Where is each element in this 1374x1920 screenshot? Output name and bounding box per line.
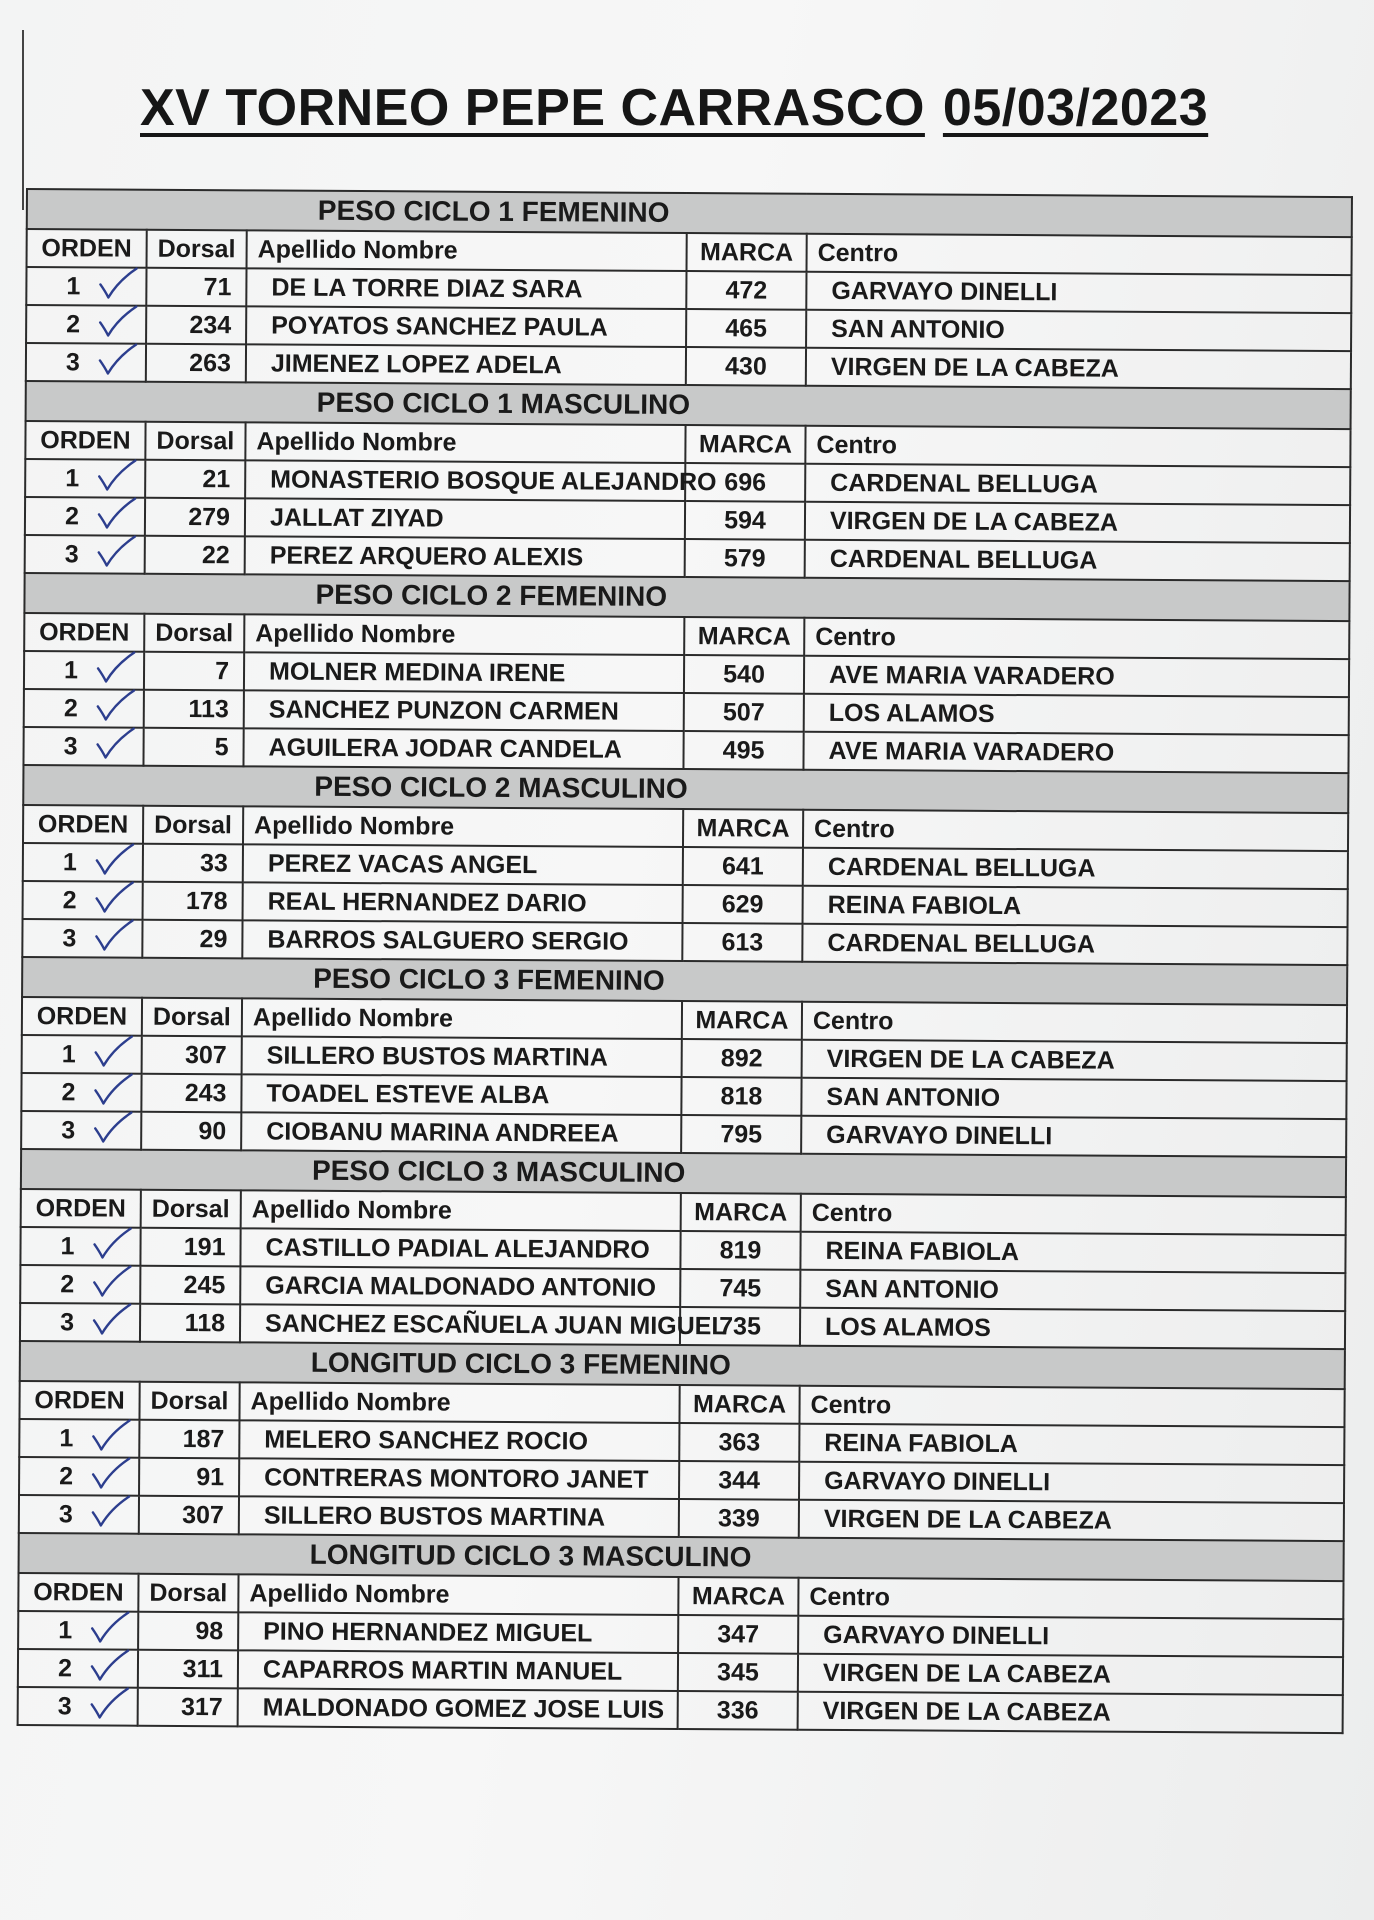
check-mark-icon: [94, 648, 138, 686]
column-header-marca: MARCA: [683, 809, 803, 848]
orden-wrap: [64, 732, 104, 761]
orden-wrap: [59, 1500, 99, 1529]
column-header-centro: Centro: [802, 1002, 1347, 1043]
orden-value: 3: [62, 923, 77, 952]
marca-cell: 735: [680, 1307, 800, 1346]
centro-cell: VIRGEN DE LA CABEZA: [798, 1654, 1343, 1695]
marca-cell: 339: [679, 1499, 799, 1538]
athlete-name-cell: CIOBANU MARINA ANDREEA: [241, 1112, 681, 1153]
orden-value: 1: [65, 463, 80, 492]
orden-wrap: [59, 1462, 99, 1491]
marca-cell: 430: [686, 347, 806, 386]
orden-wrap: [58, 1654, 98, 1683]
check-mark-icon: [89, 1492, 133, 1530]
results-table: [17, 188, 1353, 1734]
orden-cell: [25, 497, 145, 536]
dorsal-cell: 178: [143, 882, 243, 921]
athlete-name-cell: PEREZ VACAS ANGEL: [243, 844, 683, 885]
orden-value: 2: [57, 1653, 72, 1682]
section-title: PESO CICLO 3 MASCULINO: [21, 1149, 1346, 1197]
orden-cell: [19, 1495, 139, 1534]
centro-cell: CARDENAL BELLUGA: [805, 540, 1350, 581]
check-mark-icon: [92, 1032, 136, 1070]
column-header-orden: ORDEN: [19, 1381, 139, 1420]
column-header-marca: MARCA: [687, 233, 807, 272]
orden-value: 3: [63, 731, 78, 760]
marca-cell: 347: [678, 1615, 798, 1654]
orden-cell: [24, 651, 144, 690]
column-header-dorsal: Dorsal: [138, 1574, 238, 1613]
dorsal-cell: 317: [138, 1688, 238, 1727]
column-header-centro: Centro: [804, 618, 1349, 659]
marca-cell: 507: [684, 693, 804, 732]
dorsal-cell: 22: [145, 536, 245, 575]
athlete-name-cell: CASTILLO PADIAL ALEJANDRO: [240, 1228, 680, 1269]
check-mark-icon: [95, 456, 139, 494]
dorsal-cell: 311: [138, 1650, 238, 1689]
column-header-dorsal: Dorsal: [144, 614, 244, 653]
orden-wrap: [60, 1270, 100, 1299]
margin-line: [22, 30, 24, 210]
check-mark-icon: [94, 724, 138, 762]
orden-wrap: [61, 1078, 101, 1107]
marca-cell: 795: [681, 1115, 801, 1154]
check-mark-icon: [88, 1684, 132, 1722]
orden-cell: [18, 1649, 138, 1688]
athlete-name-cell: PINO HERNANDEZ MIGUEL: [238, 1612, 678, 1653]
dorsal-cell: 5: [143, 728, 243, 767]
dorsal-cell: 98: [138, 1612, 238, 1651]
orden-cell: [22, 1035, 142, 1074]
marca-cell: 345: [678, 1653, 798, 1692]
check-mark-icon: [88, 1646, 132, 1684]
centro-cell: LOS ALAMOS: [800, 1308, 1345, 1349]
check-mark-icon: [93, 840, 137, 878]
column-header-marca: MARCA: [684, 617, 804, 656]
orden-value: 3: [57, 1691, 72, 1720]
column-header-nombre: Apellido Nombre: [242, 998, 682, 1039]
orden-cell: [24, 689, 144, 728]
check-mark-icon: [91, 1108, 135, 1146]
orden-value: 2: [66, 309, 81, 338]
athlete-name-cell: JIMENEZ LOPEZ ADELA: [246, 344, 686, 385]
orden-cell: [19, 1457, 139, 1496]
dorsal-cell: 307: [139, 1496, 239, 1535]
centro-cell: SAN ANTONIO: [801, 1078, 1346, 1119]
column-header-orden: ORDEN: [23, 805, 143, 844]
centro-cell: GARVAYO DINELLI: [806, 272, 1351, 313]
centro-cell: CARDENAL BELLUGA: [802, 924, 1347, 965]
check-mark-icon: [95, 532, 139, 570]
orden-wrap: [61, 1116, 101, 1145]
orden-value: 1: [59, 1423, 74, 1452]
section-title: LONGITUD CICLO 3 FEMENINO: [20, 1341, 1345, 1389]
orden-cell: [18, 1611, 138, 1650]
page-title: [140, 78, 1208, 138]
column-header-dorsal: Dorsal: [139, 1382, 239, 1421]
column-header-marca: MARCA: [678, 1577, 798, 1616]
dorsal-cell: 91: [139, 1458, 239, 1497]
marca-cell: 892: [682, 1039, 802, 1078]
centro-cell: SAN ANTONIO: [800, 1270, 1345, 1311]
athlete-name-cell: SANCHEZ ESCAÑUELA JUAN MIGUEL: [240, 1304, 680, 1345]
orden-cell: [20, 1227, 140, 1266]
orden-value: 1: [61, 1039, 76, 1068]
orden-wrap: [60, 1308, 100, 1337]
dorsal-cell: 113: [144, 690, 244, 729]
athlete-name-cell: SILLERO BUSTOS MARTINA: [239, 1496, 679, 1537]
athlete-name-cell: TOADEL ESTEVE ALBA: [241, 1074, 681, 1115]
orden-value: 3: [61, 1115, 76, 1144]
column-header-marca: MARCA: [681, 1193, 801, 1232]
orden-wrap: [60, 1232, 100, 1261]
dorsal-cell: 7: [144, 652, 244, 691]
column-header-centro: Centro: [798, 1578, 1343, 1619]
centro-cell: GARVAYO DINELLI: [798, 1616, 1343, 1657]
orden-wrap: [65, 502, 105, 531]
athlete-name-cell: SILLERO BUSTOS MARTINA: [242, 1036, 682, 1077]
athlete-name-cell: MALDONADO GOMEZ JOSE LUIS: [238, 1688, 678, 1729]
check-mark-icon: [88, 1608, 132, 1646]
column-header-marca: MARCA: [685, 425, 805, 464]
athlete-name-cell: MELERO SANCHEZ ROCIO: [239, 1420, 679, 1461]
orden-cell: [23, 727, 143, 766]
marca-cell: 540: [684, 655, 804, 694]
check-mark-icon: [96, 302, 140, 340]
section-title: PESO CICLO 3 FEMENINO: [22, 957, 1347, 1005]
check-mark-icon: [90, 1224, 134, 1262]
marca-cell: 629: [683, 885, 803, 924]
marca-cell: 579: [685, 539, 805, 578]
orden-value: 1: [60, 1231, 75, 1260]
orden-cell: [23, 881, 143, 920]
orden-cell: [19, 1419, 139, 1458]
orden-wrap: [58, 1616, 98, 1645]
orden-cell: [23, 843, 143, 882]
check-mark-icon: [96, 264, 140, 302]
section-title: PESO CICLO 1 MASCULINO: [26, 381, 1351, 429]
orden-cell: [20, 1265, 140, 1304]
orden-cell: [21, 1073, 141, 1112]
orden-wrap: [65, 540, 105, 569]
athlete-name-cell: SANCHEZ PUNZON CARMEN: [244, 690, 684, 731]
column-header-dorsal: Dorsal: [145, 422, 245, 461]
centro-cell: GARVAYO DINELLI: [801, 1116, 1346, 1157]
athlete-name-cell: MOLNER MEDINA IRENE: [244, 652, 684, 693]
dorsal-cell: 71: [146, 268, 246, 307]
centro-cell: REINA FABIOLA: [799, 1424, 1344, 1465]
column-header-orden: ORDEN: [24, 613, 144, 652]
column-header-nombre: Apellido Nombre: [243, 806, 683, 847]
marca-cell: 472: [686, 271, 806, 310]
section-title: PESO CICLO 2 FEMENINO: [24, 573, 1349, 621]
results-body: [18, 189, 1352, 1733]
athlete-name-cell: GARCIA MALDONADO ANTONIO: [240, 1266, 680, 1307]
orden-wrap: [63, 848, 103, 877]
orden-cell: [25, 459, 145, 498]
section-title: PESO CICLO 1 FEMENINO: [27, 189, 1352, 237]
section-title: LONGITUD CICLO 3 MASCULINO: [19, 1533, 1344, 1581]
centro-cell: AVE MARIA VARADERO: [804, 656, 1349, 697]
column-header-nombre: Apellido Nombre: [239, 1382, 679, 1423]
athlete-name-cell: PEREZ ARQUERO ALEXIS: [245, 536, 685, 577]
column-header-nombre: Apellido Nombre: [238, 1574, 678, 1615]
orden-wrap: [62, 1040, 102, 1069]
centro-cell: VIRGEN DE LA CABEZA: [798, 1692, 1343, 1733]
centro-cell: GARVAYO DINELLI: [799, 1462, 1344, 1503]
column-header-orden: ORDEN: [18, 1573, 138, 1612]
column-header-centro: Centro: [799, 1386, 1344, 1427]
column-header-centro: Centro: [801, 1194, 1346, 1235]
column-header-nombre: Apellido Nombre: [247, 230, 687, 271]
dorsal-cell: 263: [146, 344, 246, 383]
orden-value: 1: [58, 1615, 73, 1644]
centro-cell: CARDENAL BELLUGA: [803, 848, 1348, 889]
orden-value: 1: [66, 271, 81, 300]
centro-cell: LOS ALAMOS: [804, 694, 1349, 735]
marca-cell: 344: [679, 1461, 799, 1500]
orden-cell: [18, 1687, 138, 1726]
column-header-nombre: Apellido Nombre: [244, 614, 684, 655]
centro-cell: VIRGEN DE LA CABEZA: [802, 1040, 1347, 1081]
marca-cell: 613: [682, 923, 802, 962]
orden-wrap: [65, 464, 105, 493]
marca-cell: 641: [683, 847, 803, 886]
check-mark-icon: [96, 340, 140, 378]
marca-cell: 363: [679, 1423, 799, 1462]
column-header-marca: MARCA: [682, 1001, 802, 1040]
orden-value: 2: [62, 885, 77, 914]
column-header-dorsal: Dorsal: [147, 230, 247, 269]
athlete-name-cell: BARROS SALGUERO SERGIO: [242, 920, 682, 961]
dorsal-cell: 279: [145, 498, 245, 537]
orden-value: 2: [64, 501, 80, 530]
centro-cell: REINA FABIOLA: [800, 1232, 1345, 1273]
column-header-nombre: Apellido Nombre: [245, 422, 685, 463]
check-mark-icon: [89, 1416, 133, 1454]
athlete-name-cell: CAPARROS MARTIN MANUEL: [238, 1650, 678, 1691]
dorsal-cell: 33: [143, 844, 243, 883]
centro-cell: AVE MARIA VARADERO: [803, 732, 1348, 773]
dorsal-cell: 243: [141, 1074, 241, 1113]
event-date: 05/03/2023: [942, 79, 1209, 137]
column-header-nombre: Apellido Nombre: [241, 1190, 681, 1231]
dorsal-cell: 187: [139, 1420, 239, 1459]
athlete-name-cell: POYATOS SANCHEZ PAULA: [246, 306, 686, 347]
centro-cell: SAN ANTONIO: [806, 310, 1351, 351]
marca-cell: 336: [678, 1691, 798, 1730]
marca-cell: 465: [686, 309, 806, 348]
orden-value: 2: [61, 1077, 76, 1106]
athlete-name-cell: REAL HERNANDEZ DARIO: [243, 882, 683, 923]
orden-cell: [25, 535, 145, 574]
dorsal-cell: 21: [145, 460, 245, 499]
orden-cell: [22, 919, 142, 958]
athlete-name-cell: CONTRERAS MONTORO JANET: [239, 1458, 679, 1499]
check-mark-icon: [92, 916, 136, 954]
athlete-name-cell: AGUILERA JODAR CANDELA: [243, 728, 683, 769]
column-header-centro: Centro: [805, 426, 1350, 467]
orden-wrap: [58, 1692, 98, 1721]
athlete-name-cell: JALLAT ZIYAD: [245, 498, 685, 539]
orden-wrap: [63, 886, 103, 915]
orden-value: 3: [58, 1499, 73, 1528]
column-header-orden: ORDEN: [25, 421, 145, 460]
check-mark-icon: [93, 878, 137, 916]
orden-value: 1: [64, 655, 79, 684]
dorsal-cell: 191: [140, 1228, 240, 1267]
orden-value: 1: [62, 847, 77, 876]
column-header-orden: ORDEN: [27, 229, 147, 268]
centro-cell: CARDENAL BELLUGA: [805, 464, 1350, 505]
check-mark-icon: [89, 1454, 133, 1492]
orden-value: 3: [64, 539, 79, 568]
dorsal-cell: 245: [140, 1266, 240, 1305]
column-header-dorsal: Dorsal: [142, 998, 242, 1037]
orden-value: 2: [60, 1269, 75, 1298]
column-header-centro: Centro: [807, 234, 1352, 275]
column-header-marca: MARCA: [679, 1385, 799, 1424]
orden-wrap: [62, 924, 102, 953]
centro-cell: VIRGEN DE LA CABEZA: [806, 348, 1351, 389]
orden-wrap: [66, 310, 106, 339]
column-header-dorsal: Dorsal: [143, 806, 243, 845]
marca-cell: 594: [685, 501, 805, 540]
orden-cell: [26, 343, 146, 382]
check-mark-icon: [91, 1070, 135, 1108]
dorsal-cell: 234: [146, 306, 246, 345]
orden-cell: [26, 267, 146, 306]
athlete-name-cell: MONASTERIO BOSQUE ALEJANDRO: [245, 460, 685, 501]
check-mark-icon: [90, 1300, 134, 1338]
orden-value: 3: [65, 347, 80, 376]
dorsal-cell: 118: [140, 1304, 240, 1343]
orden-wrap: [59, 1424, 99, 1453]
event-title: XV TORNEO PEPE CARRASCO: [140, 79, 925, 137]
column-header-dorsal: Dorsal: [141, 1190, 241, 1229]
section-title: PESO CICLO 2 MASCULINO: [23, 765, 1348, 813]
marca-cell: 819: [680, 1231, 800, 1270]
column-header-centro: Centro: [803, 810, 1348, 851]
table-row: [18, 1687, 1343, 1733]
orden-value: 2: [59, 1461, 74, 1490]
check-mark-icon: [94, 686, 138, 724]
orden-value: 2: [63, 693, 78, 722]
marca-cell: 818: [681, 1077, 801, 1116]
orden-cell: [26, 305, 146, 344]
orden-cell: [21, 1111, 141, 1150]
orden-wrap: [66, 272, 106, 301]
orden-value: 3: [60, 1307, 75, 1336]
check-mark-icon: [90, 1262, 134, 1300]
centro-cell: VIRGEN DE LA CABEZA: [799, 1500, 1344, 1541]
dorsal-cell: 90: [141, 1112, 241, 1151]
orden-cell: [20, 1303, 140, 1342]
athlete-name-cell: DE LA TORRE DIAZ SARA: [246, 268, 686, 309]
orden-wrap: [66, 348, 106, 377]
column-header-orden: ORDEN: [21, 1189, 141, 1228]
check-mark-icon: [95, 494, 139, 532]
dorsal-cell: 29: [142, 920, 242, 959]
orden-wrap: [64, 694, 104, 723]
orden-wrap: [64, 656, 104, 685]
column-header-orden: ORDEN: [22, 997, 142, 1036]
centro-cell: REINA FABIOLA: [803, 886, 1348, 927]
marca-cell: 696: [685, 463, 805, 502]
marca-cell: 495: [683, 731, 803, 770]
marca-cell: 745: [680, 1269, 800, 1308]
dorsal-cell: 307: [142, 1036, 242, 1075]
centro-cell: VIRGEN DE LA CABEZA: [805, 502, 1350, 543]
